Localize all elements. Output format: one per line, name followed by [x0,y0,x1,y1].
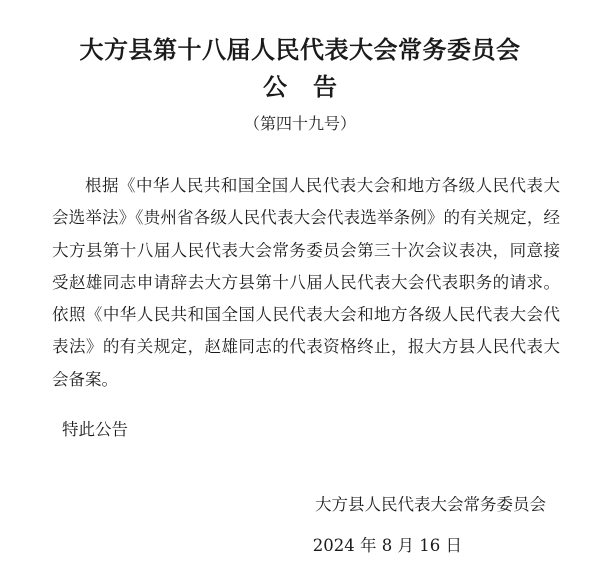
issuer-signature: 大方县人民代表大会常务委员会 [315,495,546,514]
issue-date: 2024 年 8 月 16 日 [312,536,462,555]
notice-body: 根据《中华人民共和国全国人民代表大会和地方各级人民代表大会选举法》《贵州省各级人民代表大会代表选举条例》的有关规定，经大方县第十八届人民代表大会常务委员会第三十次会议表决，同意接受赵雄同志申请辞去大方县第十八届人民代表大会代表职务的请求。依照《中华人民共和国全国人民代表大会和地方各级人民代表大会代表法》的有关规定，赵雄同志的代表资格终止，报大方县人民代表大会备案。 [52,176,560,389]
notice-number: （第四十九号） [243,114,356,133]
notice-heading: 公告 [263,73,363,101]
notice-closing: 特此公告 [62,420,128,439]
notice-title: 大方县第十八届人民代表大会常务委员会 [79,36,521,64]
